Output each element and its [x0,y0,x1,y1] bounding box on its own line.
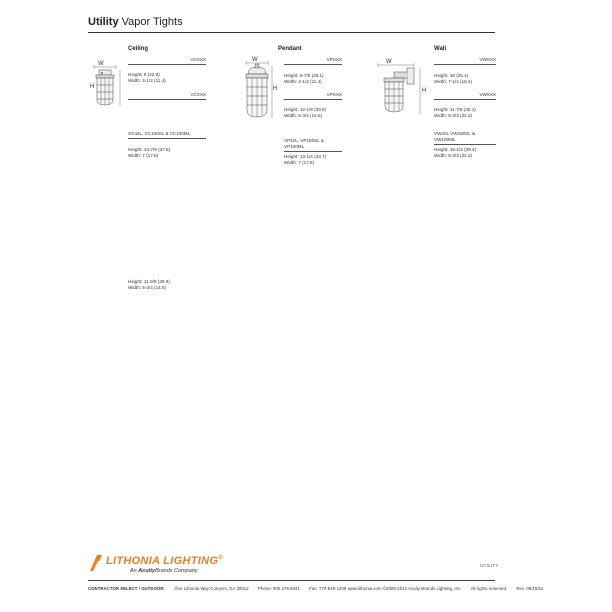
spec-width: Width: 4-1/2 (11.4) [284,79,322,84]
model-vpsxx: VPSXX [284,57,342,65]
spec-list [128,72,166,84]
ceiling-fixture-icon [90,58,126,108]
title-bold: Utility [88,16,119,28]
footer-rule [88,580,495,581]
spec-width: Width: 4-1/2 (11.4) [128,78,166,83]
footer-rev: Rev. 05/15/12 [516,586,544,591]
spec-width: Width: 8-3/4 (22.2) [434,113,473,118]
spec-list [434,73,472,85]
spec-width: Width: 7 (17.8) [128,153,159,158]
spec-width: Width: 5-3/4 (14.6) [284,113,323,118]
model-vwsxx: VWSXX [434,57,496,65]
footer-rights: All rights reserved. [470,586,508,591]
model-vw42l: VW42L VW150SL & VW100ML [434,131,496,145]
spec-height: Height: 12-1/8 (30.8) [284,107,327,112]
header-rule [88,32,495,33]
wall-fixture-icon [374,56,428,116]
model-vcsxx: VCSXX [128,57,206,65]
height-label: H [90,84,95,90]
spec-list [434,147,476,159]
lithonia-flame-icon [88,553,104,573]
page-title [88,16,183,28]
spec-list [128,147,170,159]
footer-address: One Lithonia Way Conyers, GA 30012 [174,586,249,591]
spec-width: Width: 8-3/4 (22.2) [434,153,473,158]
spec-height: Height: 15-1/2 (39.4) [434,147,477,152]
spec-list [284,107,326,119]
spec-height: Height: 10 (25.4) [434,73,469,78]
spec-height: Height: 9 (22.9) [128,72,160,77]
spec-height: Height: 14-7/8 (37.8) [128,147,171,152]
spec-width: Width: 7 (17.8) [284,160,315,165]
model-vwxxx: VWXXX [434,92,496,100]
brand-logo [88,553,288,575]
model-vcxxx: VCXXX [128,92,206,100]
model-vp42l: VP42L, VP150SL & VP100ML [284,138,342,152]
height-label: H [422,88,427,94]
section-tag: UTILITY [480,563,499,568]
width-label: W [98,61,104,67]
footer-info [88,586,544,591]
spec-height: Height: 9-7/8 (25.1) [284,73,324,78]
footer-fax: Fax: 770-918-1209 www.lithonia.com ©2009-2012 Acuity Brands Lighting, Inc. [309,586,462,591]
spec-list [284,154,326,166]
footer-phone: Phone: 800.279.8041 [257,586,300,591]
spec-width: Width: 7-1/4 (18.4) [434,79,473,84]
width-label: W [386,59,392,65]
spec-list [128,279,170,291]
brand-tagline: An AcuityBrands Company [130,568,198,574]
spec-height: Height: 11-7/8 (30.1) [434,107,476,112]
spec-list [434,107,476,119]
category-pendant: Pendant [278,46,302,52]
pendant-fixture-icon [238,54,278,120]
footer-label: CONTRACTOR SELECT / OUTDOOR: [88,586,165,591]
spec-width: Width: 5-3/4 (14.6) [128,285,167,290]
width-label: W [252,57,258,63]
height-label: H [273,86,278,92]
spec-height: Height: 11-3/8 (28.9) [128,279,170,284]
model-vpxxx: VPXXX [284,92,342,100]
model-vc42l: VC42L, VC150SL & VC100ML [128,131,206,139]
spec-height: Height: 13-1/4 (33.7) [284,154,327,159]
title-light: Vapor Tights [121,16,183,28]
category-ceiling: Ceiling [128,46,149,52]
category-wall: Wall [434,46,447,52]
brand-name: LITHONIA LIGHTING® [106,555,223,567]
spec-list [284,73,324,85]
